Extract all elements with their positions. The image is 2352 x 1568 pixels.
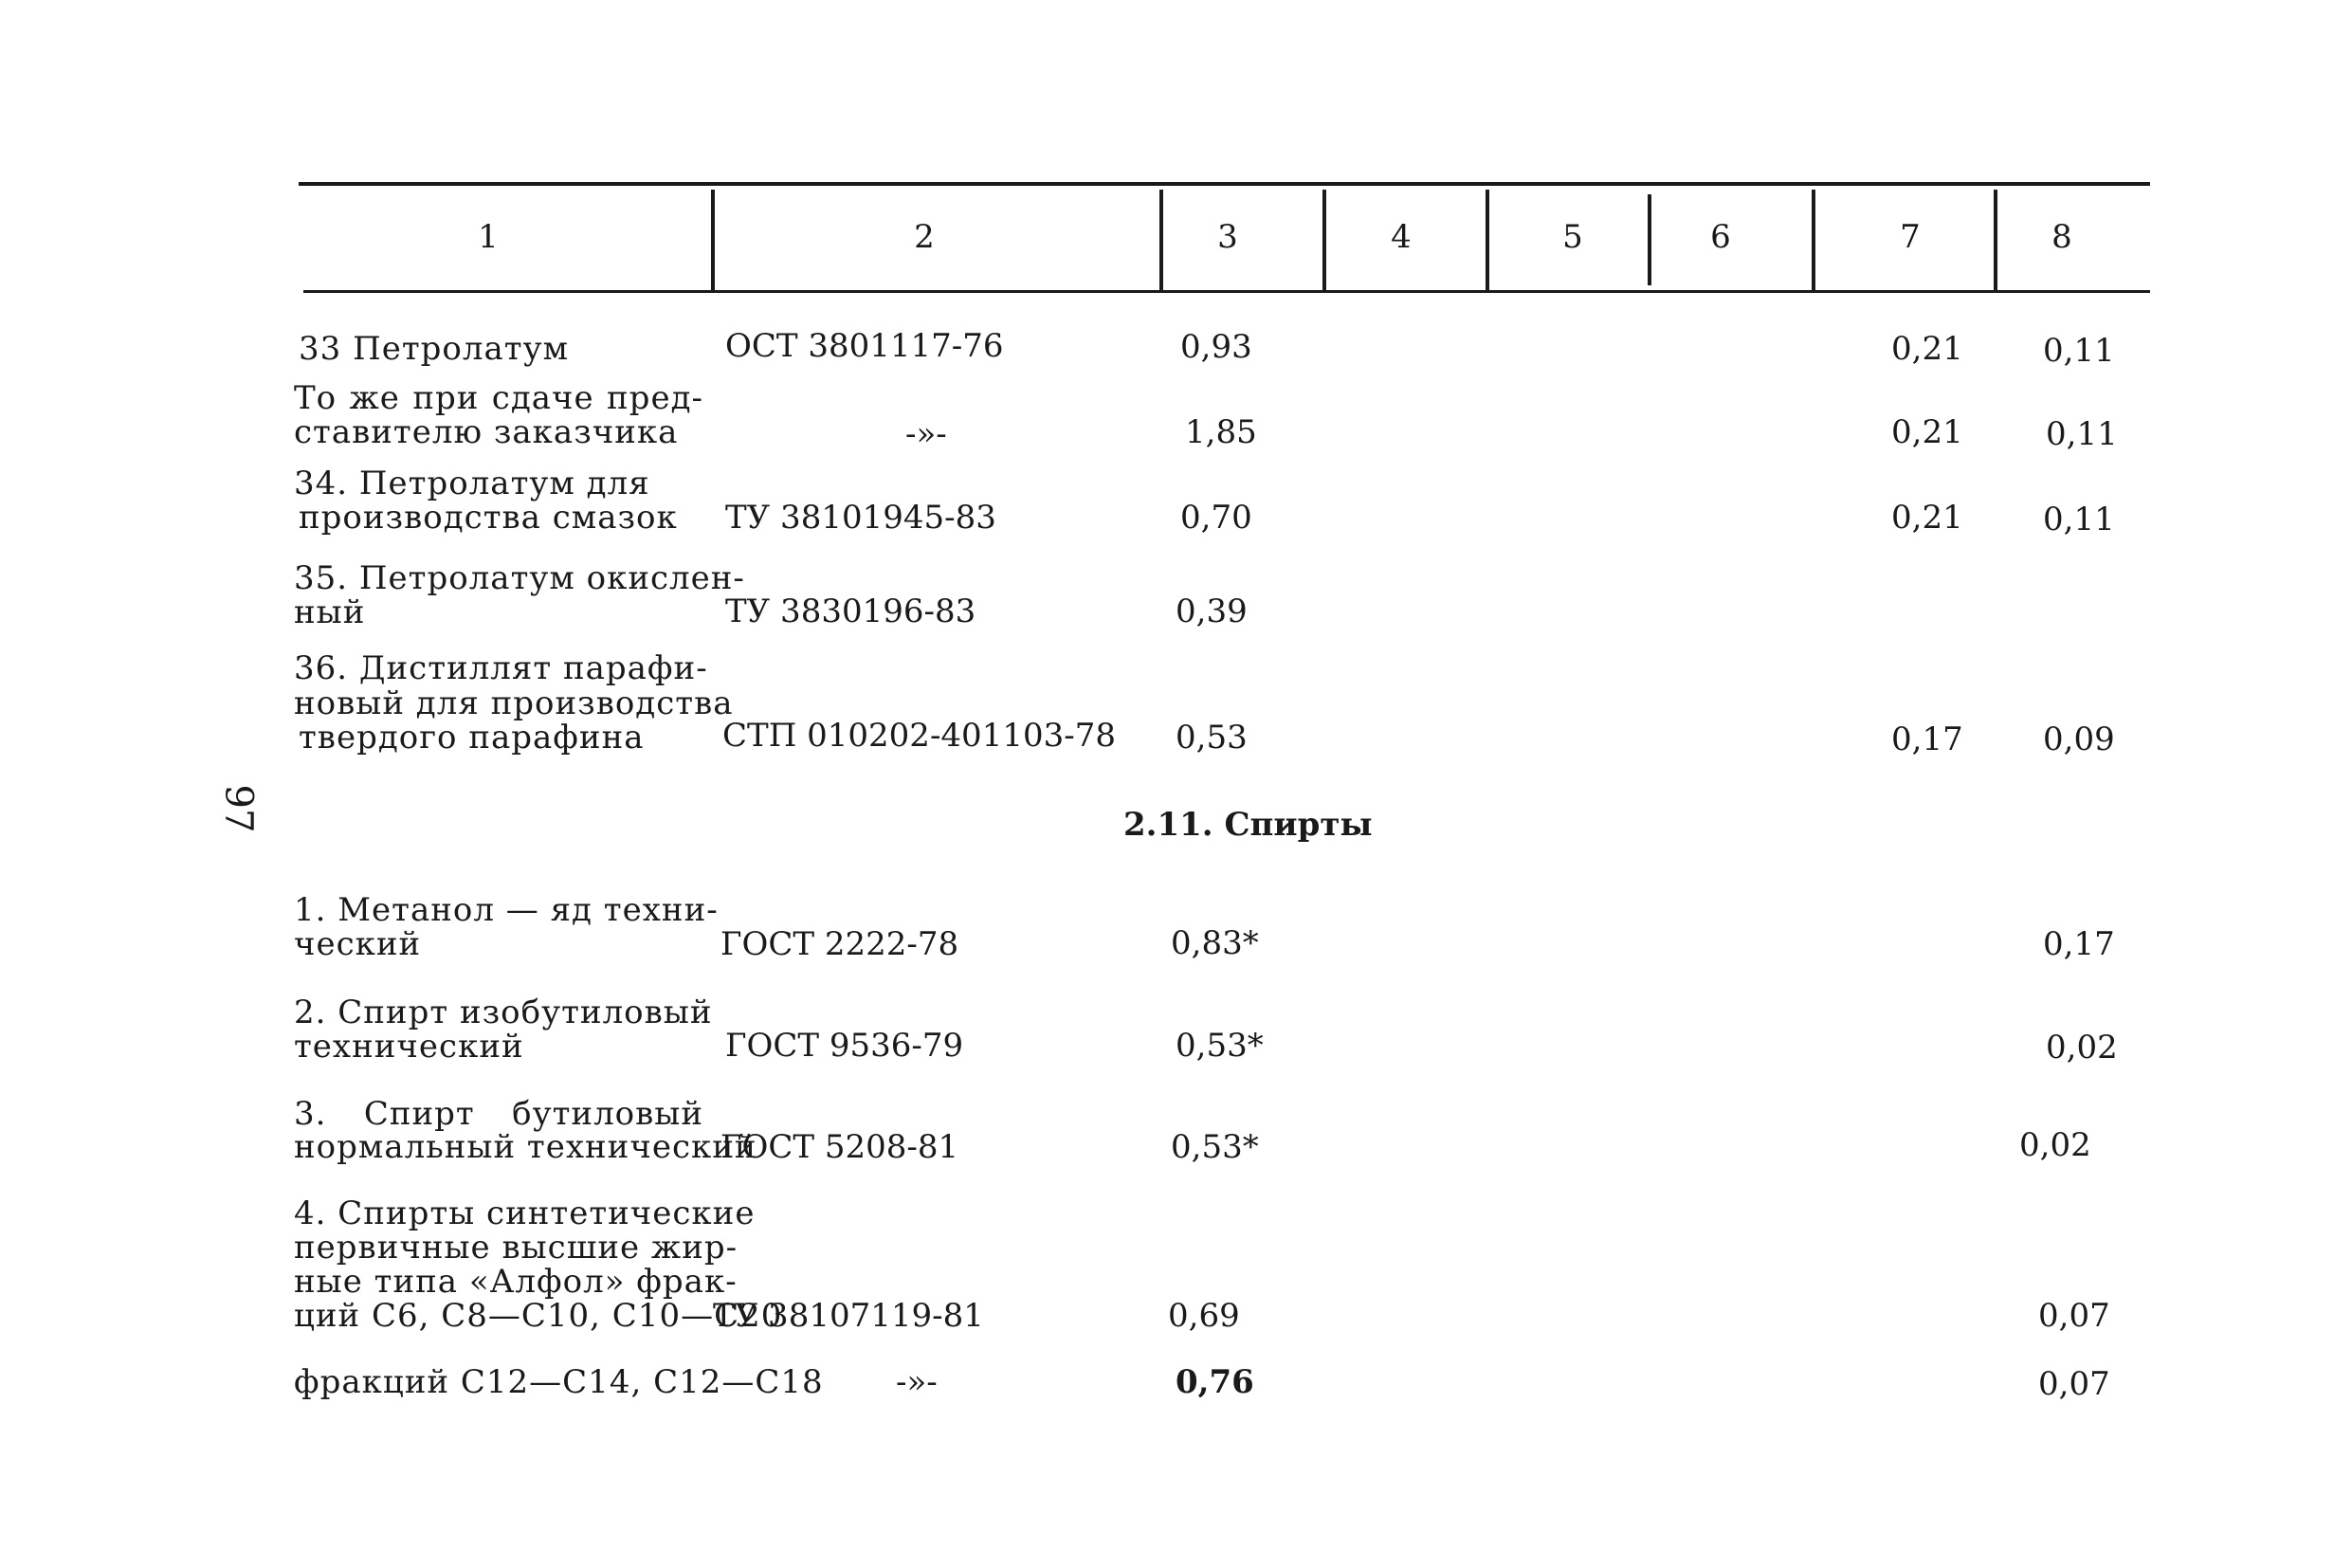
row-name: 1. Метанол — яд техни-	[294, 891, 719, 929]
row-name: ческий	[294, 925, 422, 963]
section-title: 2.11. Спирты	[1123, 806, 1373, 844]
row-name: ные типа «Алфол» фрак-	[294, 1263, 738, 1301]
header-col-5: 5	[1562, 218, 1583, 256]
row-name: твердого парафина	[299, 719, 645, 757]
row-col8: 0,11	[2046, 415, 2118, 453]
row-col7: 0,21	[1891, 413, 1963, 451]
row-doc: ГОСТ 5208-81	[720, 1128, 959, 1166]
row-col3: 0,53*	[1171, 1128, 1259, 1166]
header-divider	[1648, 194, 1651, 285]
row-name: нормальный технический	[294, 1128, 757, 1166]
row-doc: СТП 010202-401103-78	[722, 717, 1116, 755]
row-col3: 0,76	[1176, 1363, 1254, 1401]
row-name: технический	[294, 1028, 524, 1066]
row-doc: ГОСТ 2222-78	[720, 925, 959, 963]
row-col7: 0,17	[1891, 720, 1963, 758]
row-col8: 0,09	[2043, 720, 2115, 758]
header-col-4: 4	[1391, 218, 1412, 256]
row-doc-ditto: -»-	[905, 415, 947, 453]
row-col8: 0,02	[2019, 1126, 2091, 1164]
header-col-7: 7	[1900, 218, 1921, 256]
row-col8: 0,11	[2043, 332, 2115, 370]
row-doc: ТУ 38101945-83	[725, 499, 996, 537]
row-col3: 0,70	[1180, 499, 1252, 537]
row-col8: 0,17	[2043, 925, 2115, 963]
header-col-6: 6	[1710, 218, 1731, 256]
row-col3: 0,53*	[1176, 1027, 1264, 1065]
row-name: 34. Петролатум для	[294, 465, 650, 502]
row-doc: ГОСТ 9536-79	[725, 1027, 964, 1065]
row-col8: 0,02	[2046, 1029, 2118, 1067]
header-divider	[1322, 190, 1326, 290]
row-name: производства смазок	[299, 499, 678, 537]
header-col-8: 8	[2051, 218, 2072, 256]
row-name: 3. Спирт бутиловый	[294, 1095, 703, 1133]
page-number: 97	[216, 784, 261, 833]
row-col8: 0,11	[2043, 501, 2115, 538]
header-col-3: 3	[1217, 218, 1238, 256]
row-col3: 0,53	[1176, 719, 1248, 757]
row-name: То же при сдаче пред-	[294, 379, 703, 417]
row-col3: 0,93	[1180, 328, 1252, 366]
row-name: 4. Спирты синтетические	[294, 1194, 756, 1232]
row-doc-ditto: -»-	[896, 1363, 938, 1401]
row-name: новый для производства	[294, 684, 734, 722]
row-doc: ОСТ 3801117-76	[725, 327, 1004, 365]
header-divider	[1812, 190, 1815, 290]
row-col8: 0,07	[2038, 1297, 2110, 1335]
header-divider	[1486, 190, 1489, 290]
row-col8: 0,07	[2038, 1365, 2110, 1403]
header-bottom-rule	[303, 290, 2150, 293]
row-name: 36. Дистиллят парафи-	[294, 649, 708, 687]
row-name: ций C6, C8—C10, C10—C20	[294, 1297, 783, 1335]
header-divider	[1159, 190, 1163, 290]
header-col-1: 1	[478, 218, 499, 256]
row-name: 35. Петролатум окислен-	[294, 559, 745, 597]
row-name: 2. Спирт изобутиловый	[294, 994, 713, 1031]
row-col7: 0,21	[1891, 499, 1963, 537]
row-doc: ТУ 38107119-81	[713, 1297, 984, 1335]
header-col-2: 2	[914, 218, 935, 256]
row-col3: 1,85	[1185, 413, 1257, 451]
row-col3: 0,69	[1168, 1297, 1240, 1335]
row-name: ный	[294, 593, 366, 631]
header-top-rule	[299, 182, 2150, 186]
header-divider	[1994, 190, 1997, 290]
row-col3: 0,83*	[1171, 924, 1259, 962]
row-name: фракций C12—C14, C12—C18	[294, 1363, 824, 1401]
row-name: ставителю заказчика	[294, 413, 679, 451]
row-name: первичные высшие жир-	[294, 1229, 738, 1267]
row-name: 33 Петролатум	[299, 330, 570, 368]
row-doc: ТУ 3830196-83	[725, 593, 976, 630]
header-divider	[711, 190, 715, 290]
row-col7: 0,21	[1891, 330, 1963, 368]
row-col3: 0,39	[1176, 593, 1248, 630]
